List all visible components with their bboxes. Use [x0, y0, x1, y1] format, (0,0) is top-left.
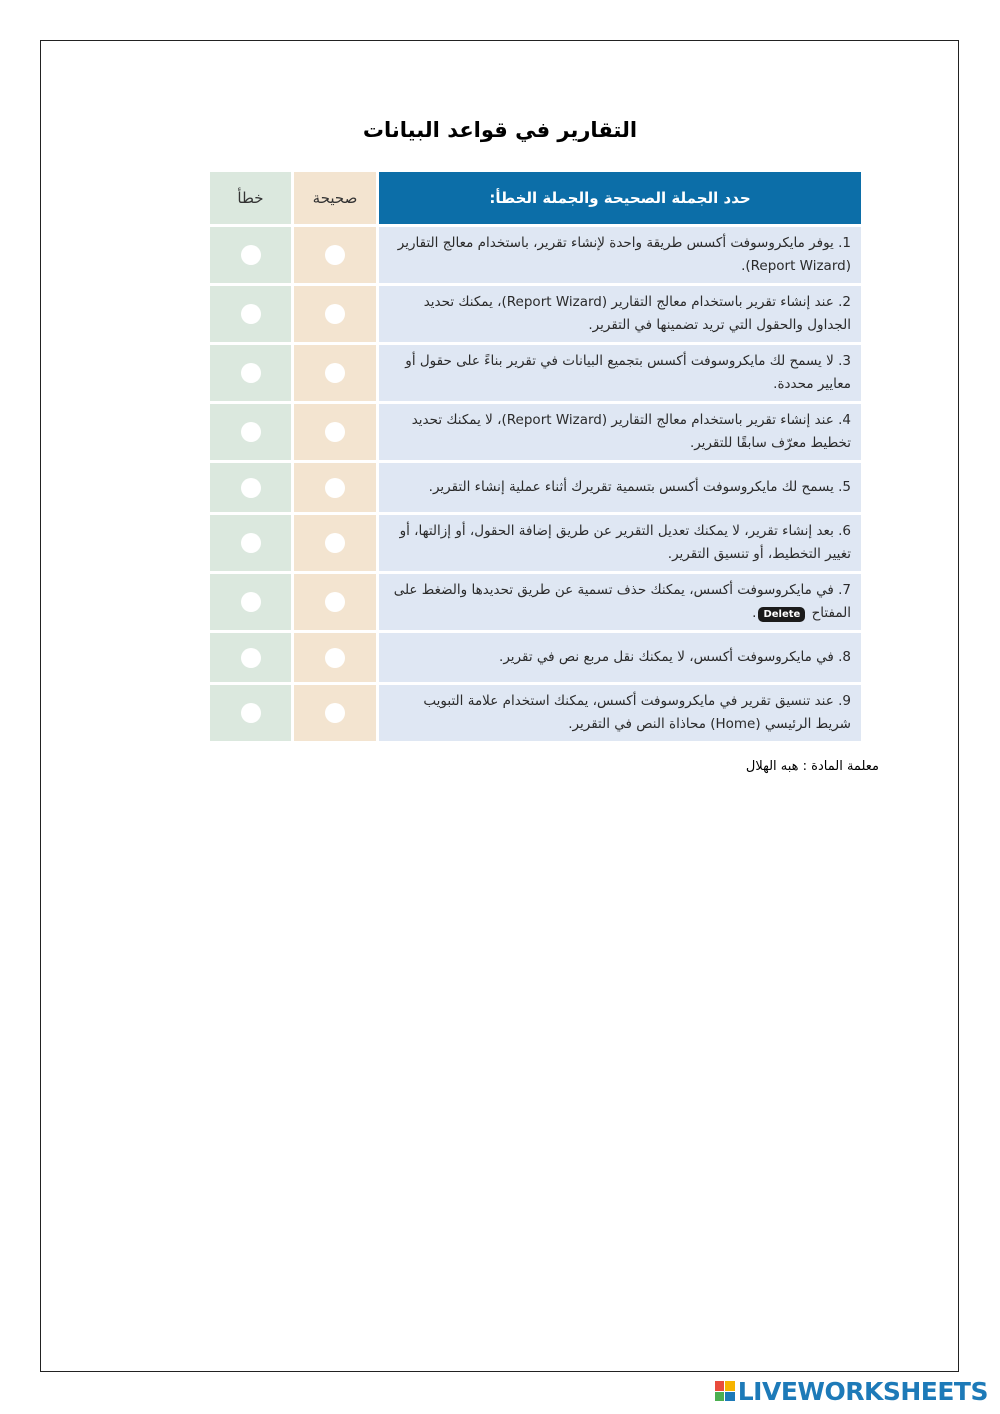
false-option-6[interactable]	[241, 533, 261, 553]
statement-text-before-key: 7. في مايكروسوفت أكسس، يمكنك حذف تسمية عن طريق تحديدها والضغط على المفتاح	[393, 582, 851, 621]
false-option-7[interactable]	[241, 592, 261, 612]
false-option-1[interactable]	[241, 245, 261, 265]
false-option-2[interactable]	[241, 304, 261, 324]
instruction-header: حدد الجملة الصحيحة والجملة الخطأ:	[379, 172, 861, 224]
statement-text	[379, 574, 861, 630]
true-option-7[interactable]	[325, 592, 345, 612]
true-option-2[interactable]	[325, 304, 345, 324]
quiz-header-row	[210, 172, 861, 224]
quiz-table	[210, 172, 861, 744]
statement-row	[210, 345, 861, 401]
liveworksheets-logo[interactable]	[715, 1376, 988, 1406]
statement-row	[210, 515, 861, 571]
false-option-5[interactable]	[241, 478, 261, 498]
statement-row	[210, 463, 861, 512]
true-option-1[interactable]	[325, 245, 345, 265]
teacher-name: معلمة المادة : هبه الهلال	[745, 759, 879, 774]
true-option-3[interactable]	[325, 363, 345, 383]
statement-text: 6. بعد إنشاء تقرير، لا يمكنك تعديل التقرير عن طريق إضافة الحقول، أو إزالتها، أو تغيير التخطيط، أو تنسيق التقرير.	[379, 515, 861, 571]
false-column-header: خطأ	[210, 172, 291, 224]
statement-text-after-key: .	[752, 605, 757, 621]
statement-row	[210, 633, 861, 682]
false-option-4[interactable]	[241, 422, 261, 442]
statement-text: 8. في مايكروسوفت أكسس، لا يمكنك نقل مربع نص في تقرير.	[379, 633, 861, 682]
statement-text: 5. يسمح لك مايكروسوفت أكسس بتسمية تقريرك أثناء عملية إنشاء التقرير.	[379, 463, 861, 512]
true-option-5[interactable]	[325, 478, 345, 498]
false-option-3[interactable]	[241, 363, 261, 383]
statement-text: 4. عند إنشاء تقرير باستخدام معالج التقارير (Report Wizard)، لا يمكنك تحديد تخطيط معرّف سابقًا للتقرير.	[379, 404, 861, 460]
true-column-header: صحيحة	[294, 172, 376, 224]
statement-text: 9. عند تنسيق تقرير في مايكروسوفت أكسس، يمكنك استخدام علامة التبويب شريط الرئيسي (Home) محاذاة النص في التقرير.	[379, 685, 861, 741]
statement-row	[210, 227, 861, 283]
statement-row	[210, 574, 861, 630]
statement-row	[210, 286, 861, 342]
page-title: التقارير في قواعد البيانات	[362, 118, 638, 142]
true-option-6[interactable]	[325, 533, 345, 553]
statement-row	[210, 404, 861, 460]
false-option-8[interactable]	[241, 648, 261, 668]
true-option-4[interactable]	[325, 422, 345, 442]
brand-name: LIVEWORKSHEETS	[737, 1376, 988, 1406]
true-option-8[interactable]	[325, 648, 345, 668]
delete-key-badge: Delete	[758, 607, 805, 622]
false-option-9[interactable]	[241, 703, 261, 723]
statement-text: 1. يوفر مايكروسوفت أكسس طريقة واحدة لإنشاء تقرير، باستخدام معالج التقارير (Report Wizard).	[379, 227, 861, 283]
true-option-9[interactable]	[325, 703, 345, 723]
liveworksheets-icon	[715, 1381, 735, 1401]
statement-row	[210, 685, 861, 741]
statement-text: 2. عند إنشاء تقرير باستخدام معالج التقارير (Report Wizard)، يمكنك تحديد الجداول والحقول التي تريد تضمينها في التقرير.	[379, 286, 861, 342]
statement-text: 3. لا يسمح لك مايكروسوفت أكسس بتجميع البيانات في تقرير بناءً على حقول أو معايير محددة.	[379, 345, 861, 401]
